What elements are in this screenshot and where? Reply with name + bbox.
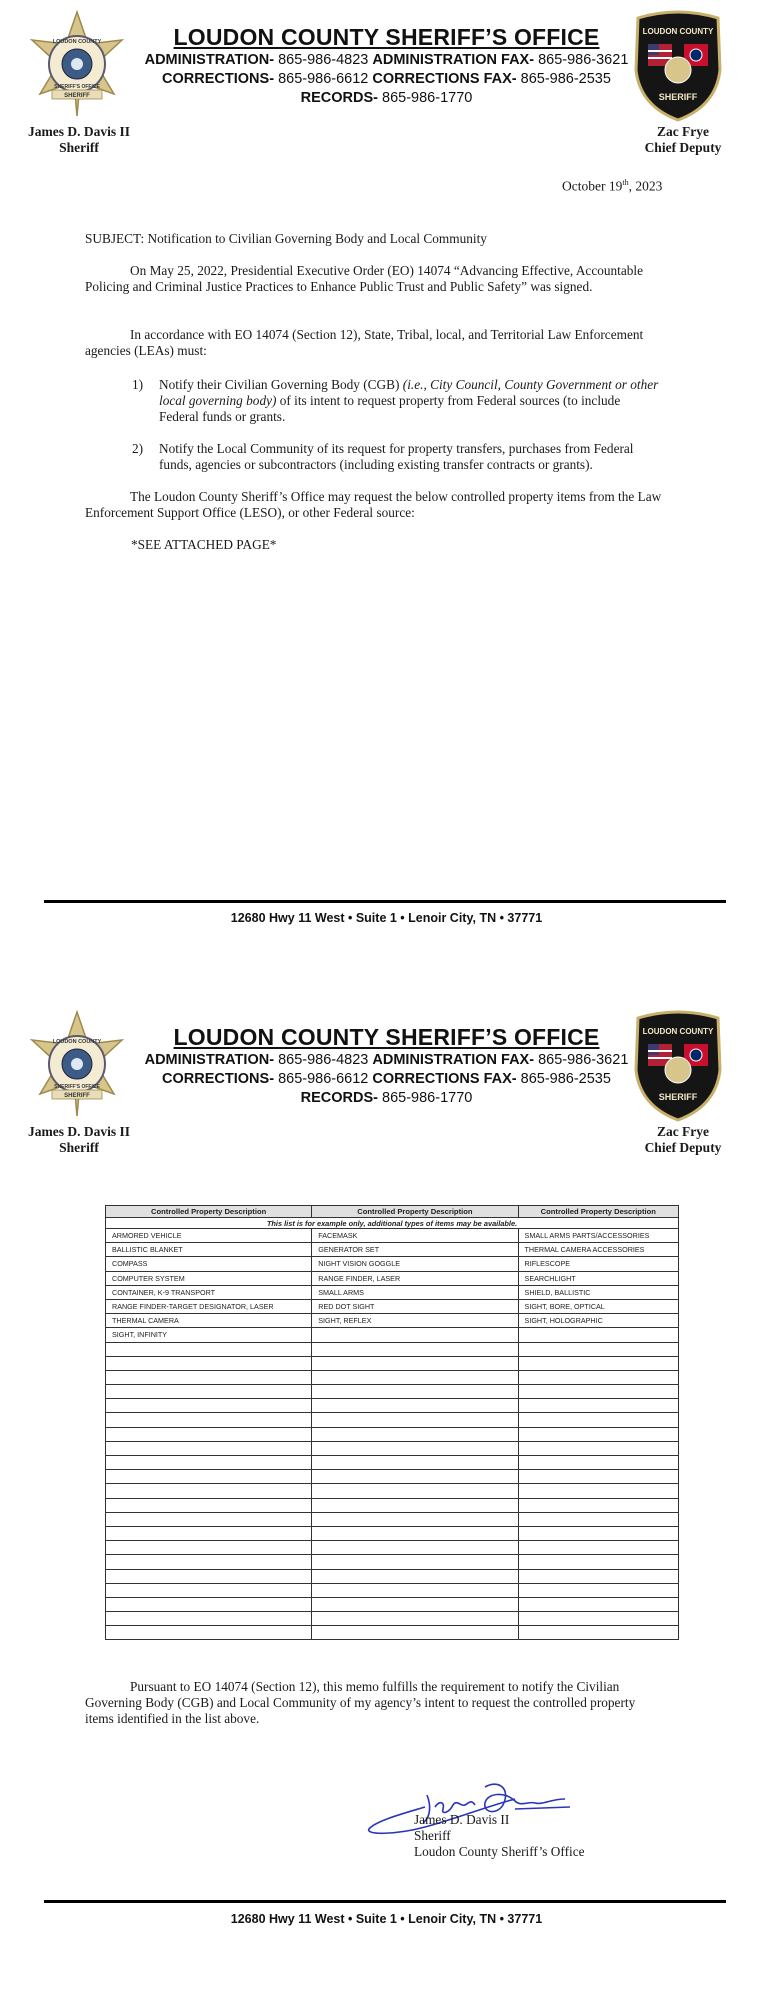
table-cell: COMPUTER SYSTEM [106,1271,312,1285]
table-row-empty [106,1399,679,1413]
table-cell [106,1626,312,1640]
table-cell [518,1569,678,1583]
table-body [106,1218,679,1640]
table-cell [312,1370,518,1384]
table-cell [518,1413,678,1427]
table-row-empty [106,1441,679,1455]
footer-address: 12680 Hwy 11 West • Suite 1 • Lenoir City, TN • 37771 [230,1912,543,1926]
table-cell: SMALL ARMS PARTS/ACCESSORIES [518,1229,678,1243]
table-row-empty [106,1526,679,1540]
table-cell [312,1583,518,1597]
table-row [106,1314,679,1328]
paragraph-requirements: In accordance with EO 14074 (Section 12), State, Tribal, local, and Territorial Law Enforcement agencies (LEAs) must: [85,327,644,358]
signature-block [414,1812,585,1860]
table-cell [312,1512,518,1526]
table-cell [106,1470,312,1484]
table-cell: SIGHT, INFINITY [106,1328,312,1342]
table-cell [106,1612,312,1626]
admin-contact-line: ADMINISTRATION- 865-986-4823 ADMINISTRATION FAX- 865-986-3621 [144,1052,629,1068]
table-cell: SHIELD, BALLISTIC [518,1285,678,1299]
table-cell [106,1356,312,1370]
svg-text:SHERIFF: SHERIFF [64,1093,90,1099]
table-cell [518,1470,678,1484]
table-cell [312,1526,518,1540]
table-row-empty [106,1413,679,1427]
table-cell [106,1583,312,1597]
table-cell [106,1342,312,1356]
table-row [106,1243,679,1257]
table-cell [518,1356,678,1370]
table-cell [312,1385,518,1399]
table-cell [106,1526,312,1540]
svg-text:SHERIFF: SHERIFF [64,93,90,99]
letter-date: October 19th, 2023 [562,178,663,194]
svg-text:LOUDON COUNTY: LOUDON COUNTY [642,27,714,36]
table-cell [312,1555,518,1569]
table-row-empty [106,1342,679,1356]
chief-deputy-name-block: Zac Frye Chief Deputy [644,124,722,155]
table-cell: SEARCHLIGHT [518,1271,678,1285]
table-cell [106,1385,312,1399]
table-row-empty [106,1456,679,1470]
table-cell [312,1597,518,1611]
footer-divider [44,900,726,903]
table-cell [518,1385,678,1399]
controlled-property-table [105,1205,679,1640]
table-cell: THERMAL CAMERA [106,1314,312,1328]
chief-deputy-name-block: Zac Frye Chief Deputy [644,1124,722,1155]
paragraph-executive-order: On May 25, 2022, Presidential Executive Order (EO) 14074 “Advancing Effective, Accountable Policing and Criminal Justice Practices to Enhance Public Trust and Public Safety” was signed. [85,263,644,294]
table-cell [312,1484,518,1498]
svg-text:SHERIFF: SHERIFF [658,1092,698,1102]
table-cell: SIGHT, BORE, OPTICAL [518,1299,678,1313]
table-cell: RANGE FINDER-TARGET DESIGNATOR, LASER [106,1299,312,1313]
corrections-contact-line: CORRECTIONS- 865-986-6612 CORRECTIONS FAX- 865-986-2535 [162,71,611,87]
agency-title: LOUDON COUNTY SHERIFF’S OFFICE [173,24,600,50]
table-cell [106,1427,312,1441]
table-row-empty [106,1498,679,1512]
table-cell: FACEMASK [312,1229,518,1243]
table-cell [518,1441,678,1455]
records-contact-line: RECORDS- 865-986-1770 [300,90,473,106]
table-cell: GENERATOR SET [312,1243,518,1257]
column-header: Controlled Property Description [518,1206,678,1218]
table-row-empty [106,1370,679,1384]
requirement-item-1: 1) Notify their Civilian Governing Body (CGB) (i.e., City Council, County Government or other local governing body) of its intent to request property from Federal sources (to include Federal funds or grants. [132,377,659,424]
table-cell [518,1597,678,1611]
table-cell [312,1456,518,1470]
table-cell [106,1456,312,1470]
table-cell [518,1555,678,1569]
table-cell [518,1399,678,1413]
table-row-empty [106,1583,679,1597]
table-cell [106,1370,312,1384]
table-row [106,1271,679,1285]
table-cell [312,1470,518,1484]
table-cell [312,1342,518,1356]
sheriff-shoulder-patch-icon [632,10,724,122]
table-row-empty [106,1356,679,1370]
svg-text:LOUDON COUNTY: LOUDON COUNTY [52,1039,102,1045]
signer-title: Sheriff [414,1828,451,1843]
table-note: This list is for example only, additional types of items may be available. [106,1218,679,1229]
table-cell [312,1541,518,1555]
table-cell [106,1441,312,1455]
table-cell [518,1342,678,1356]
footer-divider [44,1900,726,1903]
table-row-empty [106,1555,679,1569]
table-row-empty [106,1626,679,1640]
closing-paragraph: Pursuant to EO 14074 (Section 12), this memo fulfills the requirement to notify the Civilian Governing Body (CGB) and Local Community of my agency’s intent to request the controlled property items identified in the list above. [85,1679,636,1726]
table-cell [518,1498,678,1512]
table-cell [106,1413,312,1427]
table-cell [106,1555,312,1569]
table-row-empty [106,1484,679,1498]
table-cell [518,1526,678,1540]
table-cell [518,1626,678,1640]
table-cell [106,1484,312,1498]
table-cell [312,1498,518,1512]
svg-text:SHERIFF: SHERIFF [658,92,698,102]
sheriff-shoulder-patch-icon [632,1010,724,1122]
column-header: Controlled Property Description [312,1206,518,1218]
table-cell [518,1328,678,1342]
table-cell: ARMORED VEHICLE [106,1229,312,1243]
svg-text:SHERIFF'S OFFICE: SHERIFF'S OFFICE [54,84,100,90]
sheriff-name-block: James D. Davis II Sheriff [27,1124,130,1155]
table-cell: CONTAINER, K-9 TRANSPORT [106,1285,312,1299]
table-row-empty [106,1569,679,1583]
table-cell [518,1512,678,1526]
table-row [106,1257,679,1271]
corrections-contact-line: CORRECTIONS- 865-986-6612 CORRECTIONS FAX- 865-986-2535 [162,1071,611,1087]
table-cell [106,1597,312,1611]
table-header-row [106,1206,679,1218]
table-cell [106,1512,312,1526]
table-cell: COMPASS [106,1257,312,1271]
table-cell: BALLISTIC BLANKET [106,1243,312,1257]
table-cell [312,1413,518,1427]
table-row [106,1299,679,1313]
see-attached-note: *SEE ATTACHED PAGE* [131,537,277,552]
signer-name: James D. Davis II [414,1812,510,1827]
agency-title: LOUDON COUNTY SHERIFF’S OFFICE [173,1024,600,1050]
table-cell: SMALL ARMS [312,1285,518,1299]
table-cell [312,1626,518,1640]
table-cell: SIGHT, REFLEX [312,1314,518,1328]
table-cell: RANGE FINDER, LASER [312,1271,518,1285]
table-cell [312,1328,518,1342]
table-row-empty [106,1385,679,1399]
table-cell [106,1498,312,1512]
svg-text:SHERIFF'S OFFICE: SHERIFF'S OFFICE [54,1084,100,1090]
table-cell [518,1541,678,1555]
column-header: Controlled Property Description [106,1206,312,1218]
table-cell [312,1427,518,1441]
signer-organization: Loudon County Sheriff’s Office [414,1844,585,1859]
table-cell [312,1569,518,1583]
records-contact-line: RECORDS- 865-986-1770 [300,1090,473,1106]
requirement-item-2: 2) Notify the Local Community of its request for property transfers, purchases from Federal funds, agencies or subcontractors (including existing transfer contracts or grants). [132,441,634,472]
table-cell [518,1583,678,1597]
table-cell [106,1569,312,1583]
table-row-empty [106,1612,679,1626]
table-cell [106,1541,312,1555]
table-row-empty [106,1512,679,1526]
svg-text:LOUDON COUNTY: LOUDON COUNTY [642,1027,714,1036]
table-cell [312,1399,518,1413]
sheriff-name-block: James D. Davis II Sheriff [27,124,130,155]
svg-text:LOUDON COUNTY: LOUDON COUNTY [52,39,102,45]
table-cell: RED DOT SIGHT [312,1299,518,1313]
table-row [106,1285,679,1299]
table-row [106,1328,679,1342]
table-row-empty [106,1427,679,1441]
table-cell: SIGHT, HOLOGRAPHIC [518,1314,678,1328]
table-cell [312,1612,518,1626]
table-cell [312,1441,518,1455]
table-cell [518,1456,678,1470]
table-cell: NIGHT VISION GOGGLE [312,1257,518,1271]
table-cell [518,1484,678,1498]
table-row [106,1229,679,1243]
footer-address: 12680 Hwy 11 West • Suite 1 • Lenoir City, TN • 37771 [230,911,543,925]
table-cell [312,1356,518,1370]
table-cell [106,1399,312,1413]
paragraph-leso-request: The Loudon County Sheriff’s Office may request the below controlled property items from the Law Enforcement Support Office (LESO), or other Federal source: [85,489,662,520]
table-cell [518,1612,678,1626]
table-cell: THERMAL CAMERA ACCESSORIES [518,1243,678,1257]
table-note-row [106,1218,679,1229]
table-cell [518,1427,678,1441]
subject-line: SUBJECT: Notification to Civilian Governing Body and Local Community [85,231,487,246]
table-cell [518,1370,678,1384]
table-row-empty [106,1541,679,1555]
table-cell: RIFLESCOPE [518,1257,678,1271]
letter-page-2 [0,1000,773,2000]
table-row-empty [106,1597,679,1611]
table-row-empty [106,1470,679,1484]
admin-contact-line: ADMINISTRATION- 865-986-4823 ADMINISTRATION FAX- 865-986-3621 [144,52,629,68]
